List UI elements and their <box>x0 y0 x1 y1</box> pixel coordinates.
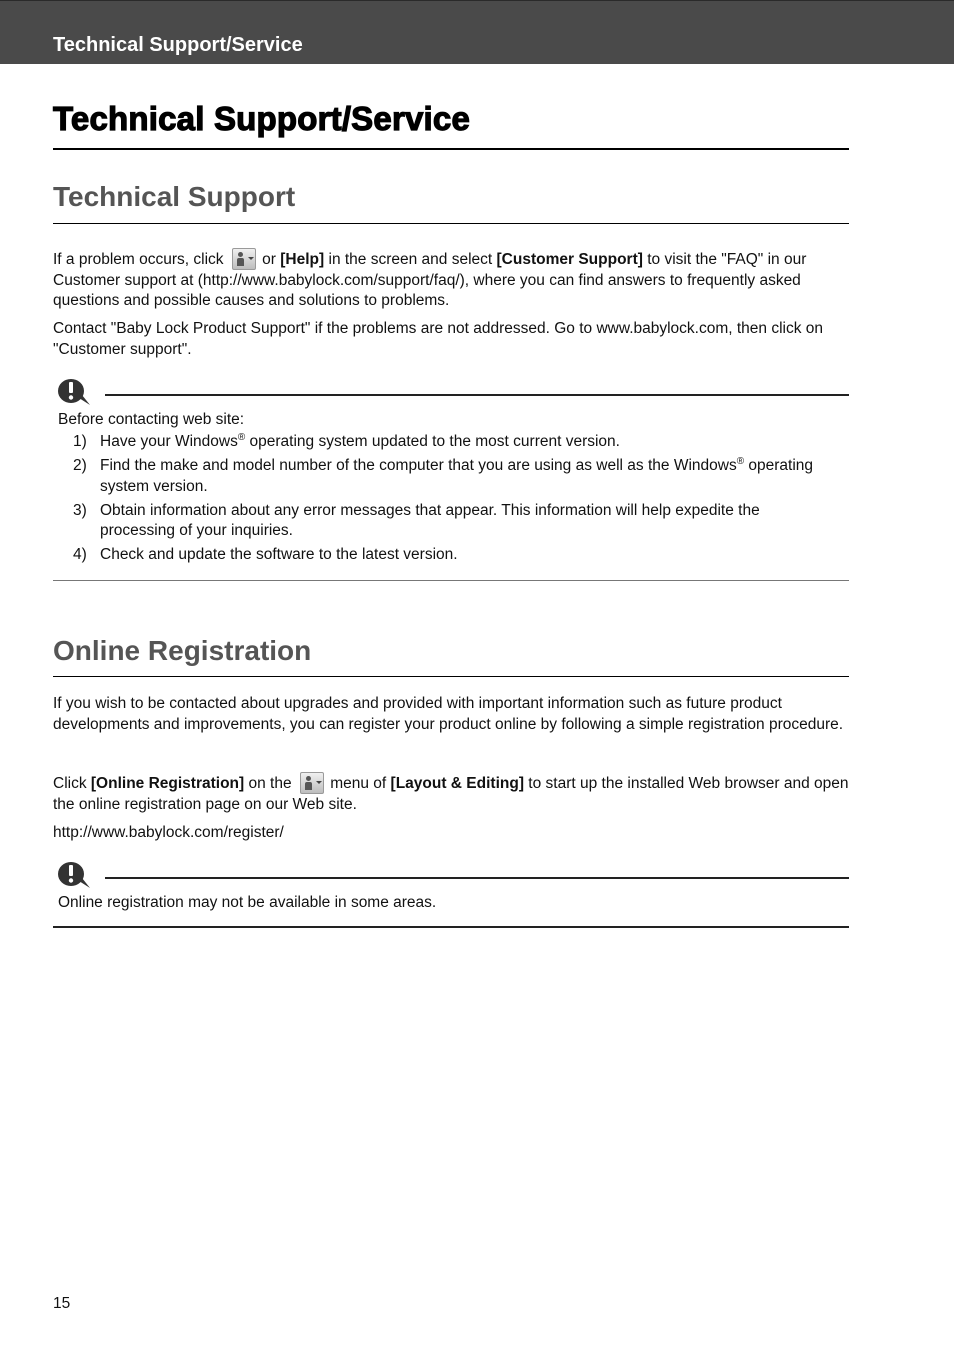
important-note-icon <box>57 378 91 406</box>
note-divider-top <box>105 877 849 879</box>
important-note-icon <box>57 861 91 889</box>
registration-paragraph: If you wish to be contacted about upgrades and provided with important information such as future product developments and improvements, you can register your product online by following a simple registration procedure. <box>53 695 844 733</box>
section-heading-technical-support: Technical Support <box>53 181 296 212</box>
note-divider-top <box>105 394 849 396</box>
contact-paragraph: Contact "Baby Lock Product Support" if the problems are not addressed. Go to www.babylock.com, then click on "Customer support". <box>53 320 824 358</box>
section-rule <box>53 223 849 224</box>
layout-editing-label: [Layout & Editing] <box>390 775 524 792</box>
help-label: [Help] <box>280 251 325 268</box>
help-menu-icon[interactable] <box>232 248 256 270</box>
note-divider-bottom <box>53 926 849 928</box>
note-divider-bottom <box>53 580 849 581</box>
registration-instructions: Click [Online Registration] on the menu of [Layout & Editing] to start up the installed Web browser and open the online registration page on our Web site. <box>53 772 849 815</box>
page-title: Technical Support/Service <box>53 100 471 137</box>
list-item: 3) Obtain information about any error messages that appear. This information will help expedite the processing of your inquiries. <box>73 501 760 539</box>
list-item: 4) Check and update the software to the latest version. <box>73 546 458 563</box>
online-registration-label: [Online Registration] <box>90 775 245 792</box>
checklist <box>73 432 833 569</box>
customer-support-label: [Customer Support] <box>496 251 643 268</box>
section-heading-online-registration: Online Registration <box>53 635 312 666</box>
header-title: Technical Support/Service <box>53 34 303 56</box>
list-item: 2) Find the make and model number of the computer that you are using as well as the Windows® operating system version. <box>73 455 814 495</box>
help-menu-icon[interactable] <box>300 772 324 794</box>
registration-url[interactable]: http://www.babylock.com/register/ <box>53 824 284 841</box>
note-text: Online registration may not be available in some areas. <box>58 894 437 911</box>
note-intro: Before contacting web site: <box>58 411 245 428</box>
page-title-rule <box>53 148 849 150</box>
page-number: 15 <box>53 1295 71 1312</box>
technical-support-paragraph: If a problem occurs, click or [Help] in the screen and select [Customer Support] to visit the "FAQ" in our Customer support at (http://www.babylock.com/support/faq/), where you can find answers to frequently asked questions and possible causes and solutions to problems. <box>53 248 849 312</box>
section-rule <box>53 676 849 677</box>
header-bar <box>0 0 954 64</box>
list-item: 1) Have your Windows® operating system updated to the most current version. <box>73 431 620 450</box>
